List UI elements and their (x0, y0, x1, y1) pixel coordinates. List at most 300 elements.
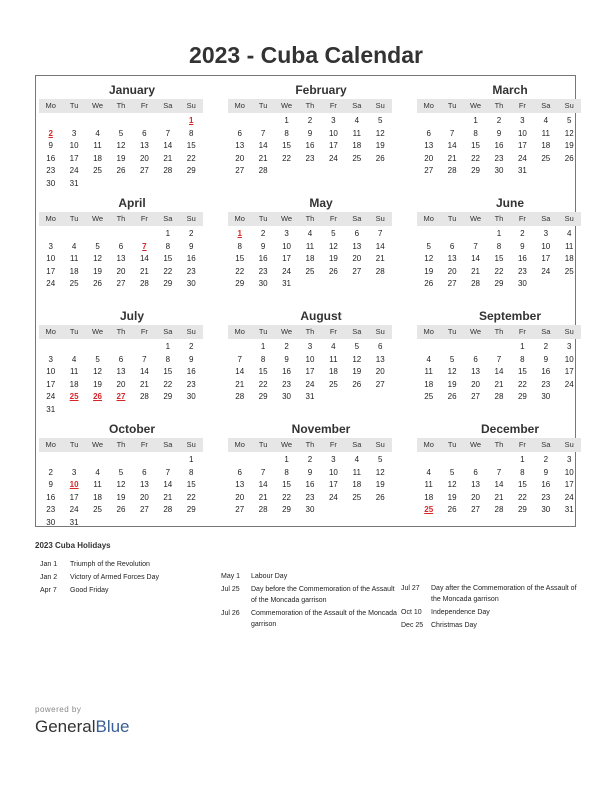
day-cell: 25 (93, 505, 102, 515)
weekday-label: We (469, 440, 482, 449)
brand-part-1: General (35, 717, 96, 736)
day-cell: 25 (93, 166, 102, 176)
weekday-label: Mo (423, 214, 434, 223)
holiday-item (40, 572, 220, 583)
day-cell: 13 (235, 141, 245, 151)
day-cell: 15 (494, 254, 504, 264)
day-cell: 17 (46, 379, 56, 389)
day-cell: 11 (565, 241, 574, 251)
day-cell: 3 (331, 455, 336, 464)
day-cell: 18 (328, 367, 338, 377)
empty-cell (39, 228, 62, 241)
day-grid (228, 228, 392, 291)
holiday-date: Jan 2 (40, 573, 58, 581)
day-cell: 28 (139, 279, 149, 289)
day-cell: 22 (282, 492, 291, 502)
day-cell: 4 (95, 467, 100, 477)
day-cell: 7 (260, 128, 266, 138)
day-cell: 28 (494, 392, 504, 402)
day-cell: 15 (163, 254, 173, 264)
empty-cell (417, 115, 440, 128)
day-cell: 13 (447, 254, 457, 264)
day-cell: 11 (69, 367, 79, 377)
empty-cell (109, 454, 132, 467)
day-cell: 4 (71, 241, 77, 251)
day-cell: 4 (354, 116, 360, 125)
weekday-label: Th (116, 101, 126, 110)
day-cell: 5 (118, 467, 124, 477)
day-cell: 29 (517, 505, 527, 515)
weekday-label: Sa (352, 440, 362, 449)
day-cell: 16 (541, 480, 551, 490)
weekday-label: Tu (447, 214, 457, 223)
day-cell: 3 (71, 467, 77, 477)
day-cell: 1 (520, 455, 525, 464)
month-july (39, 309, 203, 417)
day-cell: 6 (237, 467, 242, 477)
month-name: March (492, 83, 528, 97)
holiday-item (401, 620, 581, 631)
day-cell: 15 (186, 141, 196, 151)
holiday-date: Jul 25 (221, 585, 240, 593)
day-cell: 18 (352, 141, 362, 151)
day-grid (39, 341, 203, 417)
day-cell: 9 (520, 241, 525, 251)
day-grid (228, 454, 392, 517)
weekday-label: Su (186, 327, 196, 336)
day-cell: 10 (328, 467, 338, 477)
day-cell: 20 (471, 379, 480, 389)
day-cell: 15 (235, 254, 245, 264)
weekday-label: Fr (329, 214, 337, 223)
day-cell: 14 (471, 254, 480, 264)
day-cell: 27 (352, 266, 362, 276)
day-cell: 11 (93, 480, 102, 490)
empty-cell (417, 228, 440, 241)
day-cell: 24 (69, 166, 79, 176)
weekday-label: We (280, 327, 293, 336)
day-cell: 8 (284, 467, 289, 477)
day-cell: 31 (517, 166, 527, 176)
day-cell: 17 (282, 254, 291, 264)
month-february (228, 83, 392, 178)
weekday-label: Mo (234, 101, 245, 110)
day-cell: 22 (471, 153, 480, 163)
weekday-label: Mo (423, 440, 434, 449)
day-cell: 27 (471, 505, 480, 515)
empty-cell (86, 454, 109, 467)
empty-cell (417, 341, 440, 354)
day-cell: 24 (564, 379, 574, 389)
day-cell: 13 (139, 141, 149, 151)
holiday-name: Independence Day (431, 609, 490, 617)
empty-cell (487, 454, 510, 467)
day-cell: 11 (93, 141, 102, 151)
day-cell: 27 (235, 166, 245, 176)
day-cell: 4 (567, 229, 572, 238)
weekday-label: Su (564, 101, 574, 110)
holiday-day-cell: 1 (189, 116, 194, 125)
day-cell: 18 (564, 254, 574, 264)
day-grid (417, 115, 581, 178)
day-cell: 15 (517, 480, 527, 490)
day-cell: 12 (424, 254, 434, 264)
day-cell: 7 (378, 229, 383, 238)
day-cell: 6 (378, 342, 383, 351)
weekday-label: Sa (541, 101, 551, 110)
empty-cell (228, 115, 251, 128)
day-cell: 26 (116, 166, 126, 176)
day-cell: 19 (116, 153, 126, 163)
holiday-name: Day after the Commemoration of the Assault of the Moncada garrison (431, 585, 577, 604)
weekday-header (417, 212, 581, 226)
day-cell: 16 (282, 367, 291, 377)
day-cell: 25 (305, 266, 315, 276)
day-cell: 24 (564, 492, 574, 502)
day-cell: 29 (471, 166, 480, 176)
day-cell: 23 (282, 379, 291, 389)
weekday-label: Th (494, 101, 504, 110)
empty-cell (62, 341, 85, 354)
holiday-item (221, 571, 401, 582)
day-grid (39, 115, 203, 191)
day-cell: 5 (449, 467, 455, 477)
day-cell: 17 (564, 367, 574, 377)
weekday-label: Su (375, 214, 385, 223)
day-cell: 5 (426, 241, 431, 251)
day-cell: 9 (189, 354, 194, 364)
weekday-label: Sa (163, 327, 173, 336)
holiday-date: May 1 (221, 573, 241, 580)
day-cell: 7 (237, 354, 242, 364)
day-cell: 1 (520, 342, 525, 351)
day-cell: 16 (46, 153, 56, 163)
day-cell: 7 (142, 354, 147, 364)
day-cell: 13 (471, 480, 480, 490)
day-cell: 19 (116, 492, 126, 502)
brand-part-2: Blue (95, 717, 130, 736)
day-cell: 10 (517, 128, 527, 138)
day-cell: 20 (235, 492, 245, 502)
weekday-label: Su (186, 440, 196, 449)
month-may (228, 196, 392, 291)
day-cell: 19 (424, 266, 434, 276)
weekday-header (39, 438, 203, 452)
day-cell: 8 (165, 354, 171, 364)
day-cell: 26 (375, 492, 385, 502)
day-cell: 10 (69, 141, 79, 151)
day-cell: 21 (494, 379, 504, 389)
weekday-label: Fr (329, 101, 337, 110)
holiday-date: Oct 10 (401, 609, 422, 617)
day-cell: 13 (471, 367, 480, 377)
day-cell: 8 (284, 128, 289, 138)
day-cell: 20 (352, 254, 362, 264)
empty-cell (109, 115, 132, 128)
day-cell: 31 (69, 178, 79, 188)
day-cell: 15 (282, 480, 291, 490)
day-cell: 24 (46, 392, 56, 402)
day-cell: 25 (424, 392, 434, 402)
day-cell: 8 (237, 241, 242, 251)
day-cell: 30 (186, 279, 196, 289)
day-cell: 7 (473, 241, 478, 251)
day-cell: 11 (69, 254, 79, 264)
day-cell: 18 (352, 480, 362, 490)
weekday-label: Mo (234, 214, 245, 223)
day-cell: 24 (282, 266, 291, 276)
holiday-date: Dec 25 (401, 621, 424, 629)
day-cell: 29 (163, 392, 173, 402)
day-cell: 19 (352, 367, 362, 377)
weekday-label: We (91, 214, 104, 223)
weekday-label: Tu (447, 440, 457, 449)
holiday-name: Good Friday (70, 586, 109, 594)
day-cell: 5 (118, 128, 124, 138)
day-cell: 21 (163, 492, 173, 502)
weekday-label: Sa (163, 214, 173, 223)
day-cell: 12 (93, 367, 102, 377)
day-cell: 14 (235, 367, 245, 377)
day-cell: 25 (564, 266, 574, 276)
day-cell: 19 (375, 141, 385, 151)
day-grid (417, 454, 581, 517)
day-cell: 23 (305, 153, 315, 163)
holiday-day-cell: 2 (48, 128, 53, 138)
day-cell: 7 (496, 467, 502, 477)
day-cell: 24 (328, 153, 338, 163)
day-cell: 1 (496, 229, 502, 238)
day-cell: 6 (118, 241, 124, 251)
weekday-label: Su (186, 101, 196, 110)
day-cell: 26 (447, 505, 457, 515)
day-cell: 23 (517, 266, 527, 276)
day-cell: 29 (517, 392, 527, 402)
holiday-column-1 (40, 559, 220, 597)
empty-cell (133, 115, 156, 128)
empty-cell (133, 341, 156, 354)
day-cell: 25 (541, 153, 551, 163)
holiday-day-cell: 25 (424, 505, 434, 515)
day-cell: 20 (424, 153, 434, 163)
day-cell: 9 (543, 354, 549, 364)
weekday-label: Tu (69, 214, 79, 223)
weekday-label: Fr (140, 101, 148, 110)
holiday-day-cell: 7 (142, 241, 147, 251)
day-cell: 31 (69, 517, 79, 527)
day-cell: 23 (305, 492, 315, 502)
day-cell: 21 (447, 153, 457, 163)
holiday-item (40, 585, 220, 596)
day-cell: 18 (93, 492, 102, 502)
day-cell: 29 (282, 505, 291, 515)
empty-cell (228, 341, 251, 354)
day-grid (228, 341, 392, 404)
weekday-label: Sa (163, 440, 173, 449)
day-cell: 18 (424, 379, 434, 389)
holiday-name: Commemoration of the Assault of the Moncada garrison (251, 609, 397, 629)
day-cell: 11 (352, 467, 361, 477)
day-cell: 17 (564, 480, 574, 490)
day-cell: 2 (260, 229, 266, 238)
day-cell: 26 (116, 505, 126, 515)
holiday-item (401, 583, 581, 606)
day-cell: 21 (139, 266, 149, 276)
empty-cell (39, 454, 62, 467)
weekday-label: We (91, 440, 104, 449)
day-cell: 30 (541, 392, 551, 402)
weekday-label: Sa (541, 440, 551, 449)
weekday-label: Tu (69, 101, 79, 110)
weekday-label: Mo (45, 440, 56, 449)
weekday-label: Su (375, 101, 385, 110)
day-cell: 5 (95, 354, 100, 364)
day-cell: 17 (541, 254, 551, 264)
day-cell: 8 (520, 467, 525, 477)
day-cell: 8 (520, 354, 525, 364)
day-cell: 15 (258, 367, 268, 377)
day-cell: 3 (284, 229, 289, 238)
day-cell: 8 (165, 241, 171, 251)
day-cell: 12 (352, 354, 362, 364)
day-cell: 5 (354, 342, 360, 351)
day-grid (417, 228, 581, 291)
day-cell: 4 (331, 342, 336, 351)
month-name: November (291, 422, 351, 436)
day-cell: 14 (258, 480, 268, 490)
weekday-label: Tu (447, 101, 457, 110)
day-cell: 30 (258, 279, 268, 289)
day-grid (417, 341, 581, 404)
empty-cell (39, 341, 62, 354)
weekday-label: Tu (258, 214, 268, 223)
day-cell: 20 (471, 492, 480, 502)
day-cell: 27 (235, 505, 245, 515)
empty-cell (417, 454, 440, 467)
day-cell: 10 (564, 354, 574, 364)
day-cell: 9 (48, 141, 53, 151)
day-cell: 8 (496, 241, 502, 251)
day-cell: 9 (260, 241, 266, 251)
day-cell: 28 (139, 392, 149, 402)
holiday-date: Jul 27 (401, 585, 420, 592)
weekday-label: Su (186, 214, 196, 223)
day-cell: 21 (258, 153, 268, 163)
powered-by-text: powered by (35, 705, 82, 714)
day-cell: 28 (235, 392, 245, 402)
empty-cell (440, 115, 463, 128)
day-cell: 16 (494, 141, 504, 151)
day-cell: 25 (69, 279, 79, 289)
day-cell: 22 (494, 266, 504, 276)
day-cell: 26 (328, 266, 338, 276)
day-cell: 22 (517, 379, 527, 389)
weekday-label: Fr (140, 327, 148, 336)
weekday-label: We (280, 440, 293, 449)
day-cell: 19 (564, 141, 574, 151)
holiday-day-cell: 26 (93, 392, 102, 402)
empty-cell (86, 228, 109, 241)
day-cell: 19 (93, 379, 102, 389)
empty-cell (62, 454, 85, 467)
day-cell: 6 (142, 467, 147, 477)
day-cell: 28 (163, 166, 173, 176)
day-cell: 22 (186, 153, 196, 163)
day-cell: 22 (258, 379, 268, 389)
weekday-label: We (280, 101, 293, 110)
month-december (417, 422, 581, 517)
holiday-day-cell: 10 (69, 480, 79, 490)
holiday-name: Christmas Day (431, 621, 477, 629)
day-cell: 3 (307, 342, 313, 351)
day-cell: 15 (282, 141, 291, 151)
weekday-header (39, 325, 203, 339)
month-name: December (480, 422, 540, 436)
day-cell: 1 (165, 342, 171, 351)
day-cell: 11 (305, 241, 315, 251)
empty-cell (440, 228, 463, 241)
day-cell: 2 (189, 229, 194, 238)
day-cell: 3 (48, 354, 53, 364)
day-cell: 12 (375, 467, 385, 477)
day-cell: 12 (564, 128, 574, 138)
day-cell: 1 (284, 116, 289, 125)
month-name: June (495, 196, 524, 210)
generalblue-logo[interactable] (35, 717, 130, 737)
empty-cell (62, 228, 85, 241)
day-cell: 4 (95, 128, 100, 138)
day-cell: 14 (139, 254, 149, 264)
day-cell: 16 (46, 492, 56, 502)
day-cell: 27 (139, 505, 149, 515)
day-cell: 1 (189, 455, 194, 464)
day-cell: 6 (142, 128, 147, 138)
day-cell: 2 (307, 116, 313, 125)
weekday-label: Fr (329, 440, 337, 449)
weekday-header (228, 325, 392, 339)
day-cell: 21 (494, 492, 504, 502)
empty-cell (156, 115, 179, 128)
month-name: October (108, 422, 155, 436)
day-cell: 10 (328, 128, 338, 138)
day-cell: 30 (46, 517, 56, 527)
day-cell: 9 (284, 354, 289, 364)
day-cell: 8 (189, 128, 194, 138)
empty-cell (86, 115, 109, 128)
holiday-date: Jul 26 (221, 609, 240, 617)
month-name: September (478, 309, 542, 323)
weekday-label: Th (116, 214, 126, 223)
weekday-label: We (91, 101, 104, 110)
day-cell: 16 (305, 141, 315, 151)
day-cell: 21 (258, 492, 268, 502)
day-cell: 16 (186, 254, 196, 264)
day-cell: 6 (473, 467, 478, 477)
day-cell: 23 (258, 266, 268, 276)
holiday-item (401, 607, 581, 618)
day-cell: 14 (375, 241, 385, 251)
holiday-day-cell: 1 (237, 229, 242, 238)
day-cell: 22 (235, 266, 245, 276)
day-cell: 5 (567, 116, 572, 125)
weekday-label: Sa (541, 327, 551, 336)
day-cell: 16 (258, 254, 268, 264)
weekday-header (417, 99, 581, 113)
day-cell: 21 (471, 266, 480, 276)
day-cell: 27 (116, 279, 126, 289)
empty-cell (464, 454, 487, 467)
month-january (39, 83, 203, 191)
